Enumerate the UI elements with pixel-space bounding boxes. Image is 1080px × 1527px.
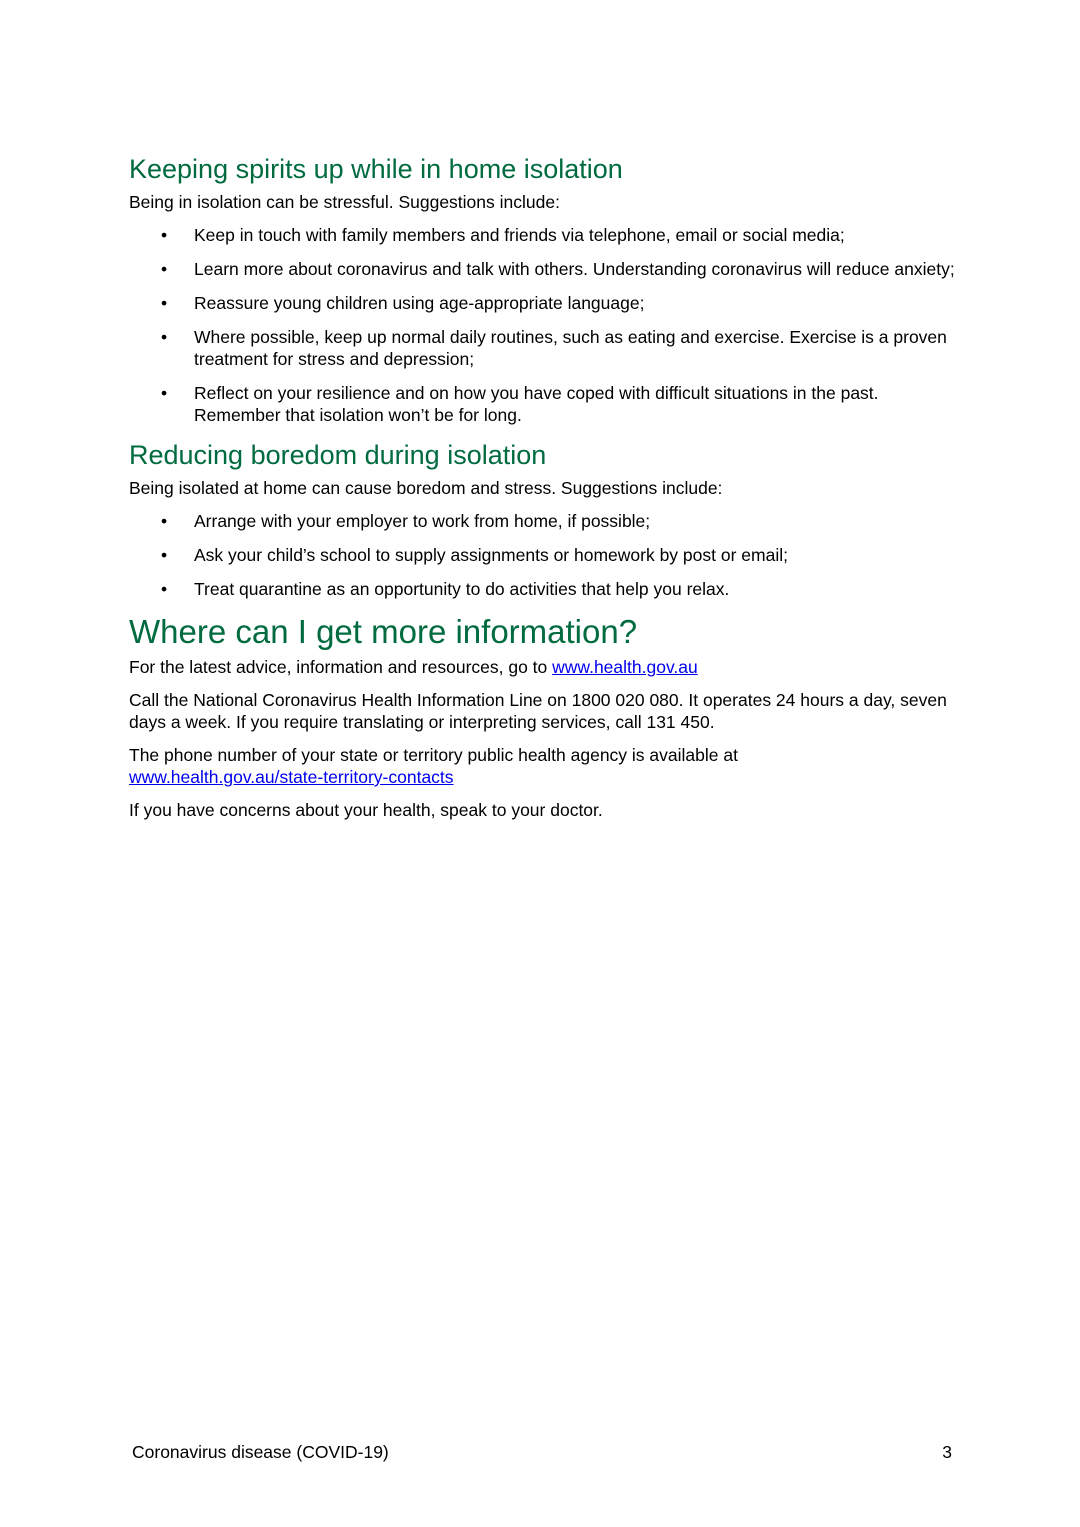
health-website-link[interactable]: www.health.gov.au (552, 657, 698, 677)
bullet-list-spirits (129, 224, 959, 426)
info-paragraph-hotline: Call the National Coronavirus Health Information Line on 1800 020 080. It operates 24 hours a day, seven days a week. If you require translating or interpreting services, call 131 450. (129, 690, 947, 732)
bullet-list-boredom (129, 510, 959, 600)
list-item-text: Ask your child’s school to supply assignments or homework by post or email; (194, 545, 788, 565)
list-item (129, 510, 959, 532)
bullet-icon: • (161, 259, 168, 279)
bullet-icon: • (161, 545, 168, 565)
footer-title: Coronavirus disease (COVID-19) (132, 1442, 389, 1462)
section-heading-more-information: Where can I get more information? (129, 613, 638, 650)
bullet-icon: • (161, 293, 168, 313)
state-contacts-link[interactable]: www.health.gov.au/state-territory-contacts (129, 767, 454, 787)
bullet-icon: • (161, 327, 168, 347)
list-item (129, 382, 959, 426)
list-item-text: Where possible, keep up normal daily routines, such as eating and exercise. Exercise is a proven treatment for stress and depression; (194, 327, 947, 369)
document-body (129, 152, 959, 832)
bullet-icon: • (161, 511, 168, 531)
list-item (129, 224, 959, 246)
list-item (129, 258, 959, 280)
list-item-text: Arrange with your employer to work from home, if possible; (194, 511, 651, 531)
info-paragraph-doctor: If you have concerns about your health, speak to your doctor. (129, 800, 603, 820)
list-item (129, 578, 959, 600)
section-heading-spirits: Keeping spirits up while in home isolation (129, 154, 623, 184)
list-item-text: Keep in touch with family members and friends via telephone, email or social media; (194, 225, 845, 245)
list-item-text: Treat quarantine as an opportunity to do activities that help you relax. (194, 579, 730, 599)
info-text: The phone number of your state or territory public health agency is available at (129, 745, 738, 765)
bullet-icon: • (161, 225, 168, 245)
info-paragraph-latest-advice (129, 656, 959, 678)
section-heading-boredom: Reducing boredom during isolation (129, 440, 547, 470)
list-item (129, 326, 959, 370)
bullet-icon: • (161, 383, 168, 403)
bullet-icon: • (161, 579, 168, 599)
section-intro-boredom: Being isolated at home can cause boredom and stress. Suggestions include: (129, 478, 723, 498)
list-item-text: Reflect on your resilience and on how you have coped with difficult situations in the past. Remember that isolation won’t be for long. (194, 383, 879, 425)
section-intro-spirits: Being in isolation can be stressful. Suggestions include: (129, 192, 560, 212)
page-number: 3 (942, 1442, 952, 1462)
list-item-text: Learn more about coronavirus and talk with others. Understanding coronavirus will reduce anxiety; (194, 259, 955, 279)
list-item-text: Reassure young children using age-appropriate language; (194, 293, 645, 313)
list-item (129, 292, 959, 314)
list-item (129, 544, 959, 566)
info-text: For the latest advice, information and resources, go to (129, 657, 553, 677)
info-paragraph-state-contacts (129, 744, 959, 788)
